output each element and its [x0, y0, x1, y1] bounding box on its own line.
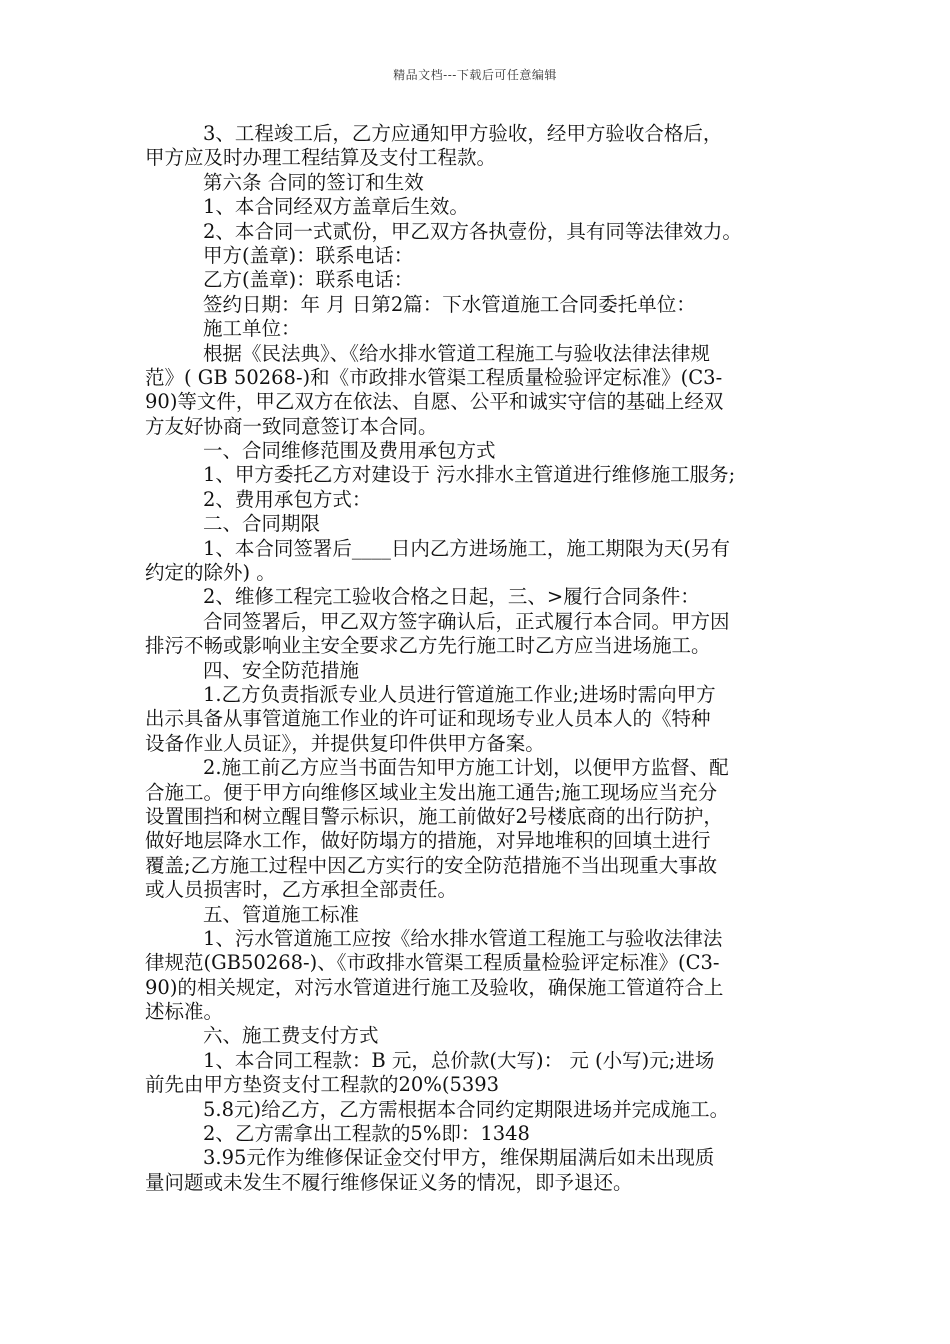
text-line: 约定的除外) 。: [145, 561, 276, 585]
text-line: 或人员损害时，乙方承担全部责任。: [145, 878, 458, 902]
text-line: 1、甲方委托乙方对建设于 污水排水主管道进行维修施工服务;: [203, 463, 736, 487]
text-line: 2、费用承包方式：: [203, 487, 372, 511]
text-line: 2、乙方需拿出工程款的5%即：1348: [203, 1122, 530, 1146]
text-line: 签约日期：年 月 日第2篇：下水管道施工合同委托单位：: [203, 292, 696, 316]
text-line: 甲方(盖章)：联系电话：: [203, 243, 414, 267]
page-header: 精品文档---下载后可任意编辑: [393, 68, 557, 82]
text-line: 2.施工前乙方应当书面告知甲方施工计划，以便甲方监督、配: [203, 756, 729, 780]
text-line: 律规范(GB50268-)、《市政排水管渠工程质量检验评定标准》(C3-: [145, 951, 720, 975]
text-line: 2、本合同一式贰份，甲乙双方各执壹份，具有同等法律效力。: [203, 219, 742, 243]
text-line: 3.95元作为维修保证金交付甲方，维保期届满后如未出现质: [203, 1146, 715, 1170]
text-line: 施工单位：: [203, 317, 301, 341]
text-line: 2、维修工程完工验收合格之日起，三、>履行合同条件：: [203, 585, 700, 609]
document-body: [145, 122, 810, 1195]
text-line: 四、安全防范措施: [203, 658, 360, 682]
text-line: 90)的相关规定，对污水管道进行施工及验收，确保施工管道符合上: [145, 975, 724, 999]
text-line: 设置围挡和树立醒目警示标识，施工前做好2号楼底商的出行防护，: [145, 804, 723, 828]
text-line: 1、本合同经双方盖章后生效。: [203, 195, 469, 219]
text-line: 排污不畅或影响业主安全要求乙方先行施工时乙方应当进场施工。: [145, 634, 711, 658]
text-line: 前先由甲方垫资支付工程款的20%(5393: [145, 1073, 500, 1097]
text-line: 范》( GB 50268-)和《市政排水管渠工程质量检验评定标准》(C3-: [145, 365, 723, 389]
text-line: 3、工程竣工后，乙方应通知甲方验收，经甲方验收合格后，: [203, 122, 723, 145]
text-line: 六、施工费支付方式: [203, 1024, 379, 1048]
text-line: 90)等文件，甲乙双方在依法、自愿、公平和诚实守信的基础上经双: [145, 390, 724, 414]
text-line: 合施工。便于甲方向维修区域业主发出施工通告;施工现场应当充分: [145, 780, 718, 804]
text-line: 1、污水管道施工应按《给水排水管道工程施工与验收法律法: [203, 926, 723, 950]
text-line: 5.8元)给乙方，乙方需根据本合同约定期限进场并完成施工。: [203, 1097, 730, 1121]
text-line: 甲方应及时办理工程结算及支付工程款。: [145, 146, 497, 170]
text-line: 覆盖;乙方施工过程中因乙方实行的安全防范措施不当出现重大事故: [145, 853, 718, 877]
text-line: 1.乙方负责指派专业人员进行管道施工作业;进场时需向甲方: [203, 682, 716, 706]
text-line: 述标准。: [145, 1000, 224, 1024]
text-line: 做好地层降水工作，做好防塌方的措施，对异地堆积的回填土进行: [145, 829, 711, 853]
text-line: 一、合同维修范围及费用承包方式: [203, 439, 496, 463]
text-line: 出示具备从事管道施工作业的许可证和现场专业人员本人的《特种: [145, 707, 711, 731]
text-line: 根据《民法典》、《给水排水管道工程施工与验收法律法律规: [203, 341, 711, 365]
text-line: 乙方(盖章)：联系电话：: [203, 268, 414, 292]
text-line: 1、本合同签署后____日内乙方进场施工，施工期限为天(另有: [203, 536, 731, 560]
text-line: 第六条 合同的签订和生效: [203, 170, 424, 194]
text-line: 量问题或未发生不履行维修保证义务的情况，即予退还。: [145, 1170, 633, 1194]
text-line: 设备作业人员证》，并提供复印件供甲方备案。: [145, 731, 545, 755]
text-line: 二、合同期限: [203, 512, 321, 536]
text-line: 合同签署后，甲乙双方签字确认后，正式履行本合同。甲方因: [203, 609, 730, 633]
text-line: 五、管道施工标准: [203, 902, 360, 926]
text-line: 方友好协商一致同意签订本合同。: [145, 414, 438, 438]
text-line: 1、本合同工程款：B 元，总价款(大写)： 元 (小写)元;进场: [203, 1048, 715, 1072]
